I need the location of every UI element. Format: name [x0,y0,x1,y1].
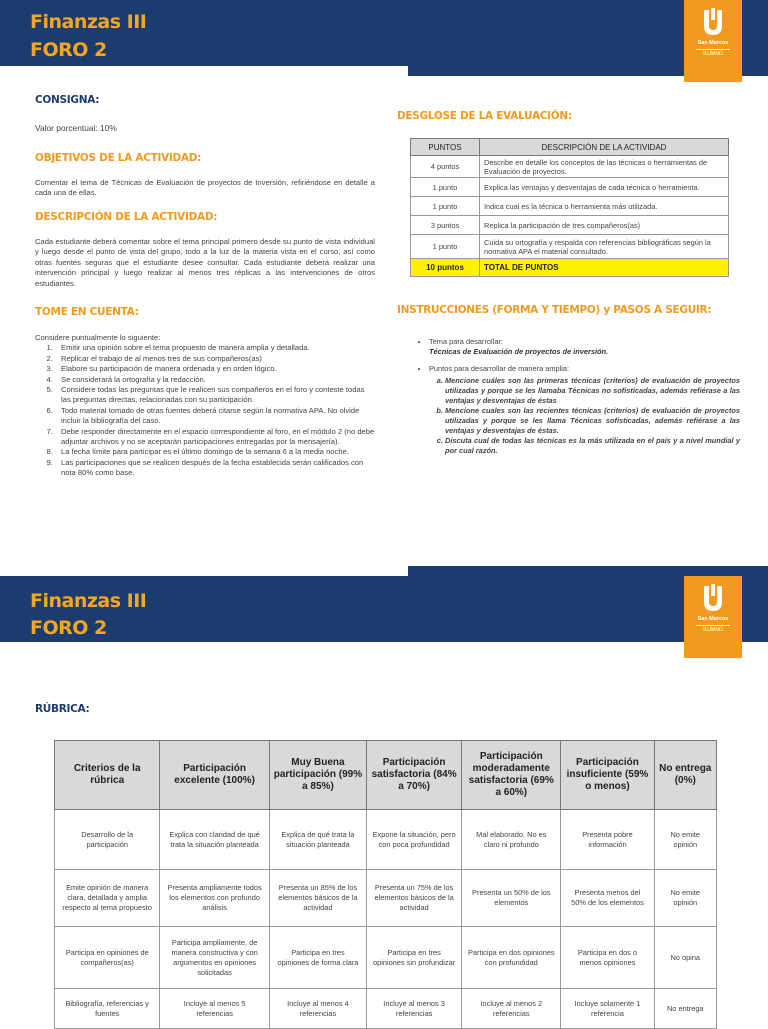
points-cell: 1 punto [411,197,480,216]
descripcion-text: Cada estudiante deberá comentar sobre el tema principal primero desde su punto de vista individual y luego desde el punto de vista del grupo, todo a la luz de la materia vista en el curso, así como otras fuentes seguras que el estudiante desee consultar. Cada estudiante deberá realizar una intervención principal y luego realizar al menos tres réplicas a las intervenciones de otros estudiantes. [35,237,375,288]
tome-intro: Considere puntualmente lo siguiente: [35,333,161,342]
descripcion-heading: DESCRIPCIÓN DE LA ACTIVIDAD: [35,211,218,223]
rubric-cell: Incluye solamente 1 referencia [561,989,654,1029]
logo-sub: ILUMNO [696,49,730,57]
rubrica-heading: RÚBRICA: [35,703,90,715]
rubric-cell: No emite opinión [654,810,716,870]
col-points-header: PUNTOS [411,139,480,156]
san-marcos-emblem-icon [700,8,726,38]
instrucciones-heading: INSTRUCCIONES (FORMA Y TIEMPO) y PASOS A SEGUIR: [397,304,712,316]
rubric-cell: Participa en tres opiniones sin profundizar [367,927,462,989]
list-item: 9. Las participaciones que se realicen después de la fecha establecida serán calificados con nota 80% como base. [55,458,375,479]
points-cell: 1 punto [411,178,480,197]
points-cell: 3 puntos [411,216,480,235]
list-item: 8. La fecha límite para participar es el último domingo de la semana 6 a la media noche. [55,447,375,457]
list-item: 1. Emitir una opinión sobre el tema propuesto de manera amplia y detallada. [55,343,375,353]
total-label-cell: TOTAL DE PUNTOS [480,259,729,277]
rubric-cell: Incluye al menos 5 referencias [160,989,269,1029]
rubric-cell: Incluye al menos 3 referencias [367,989,462,1029]
rubric-cell: Presenta pobre información [561,810,654,870]
total-points-cell: 10 puntos [411,259,480,277]
university-logo [684,576,742,658]
points-cell: 4 puntos [411,156,480,178]
list-item: 5. Considere todas las preguntas que le realicen sus compañeros en el foro y conteste todas las preguntas directas, relacionadas con su participación. [55,385,375,406]
table-row [55,927,717,989]
rubric-table [54,740,717,1029]
table-row [55,870,717,927]
puntos-label: • Puntos para desarrollar de manera amplia: [429,364,570,373]
rubric-cell: Participa en dos o menos opiniones [561,927,654,989]
rubric-cell: Incluye al menos 2 referencias [462,989,561,1029]
objetivos-text: Comentar el tema de Técnicas de Evaluación de proyectos de Inversión, refiriéndose en detalle a cada una de ellas. [35,178,375,198]
rubric-cell: Bibliografía, referencias y fuentes [55,989,160,1029]
list-item [429,337,740,357]
rubric-cell: No opina [654,927,716,989]
header-band-tab [408,566,768,576]
puntos-list [429,376,740,456]
rubric-header-row [55,741,717,810]
list-item: 3. Elabore su participación de manera ordenada y en orden lógico. [55,364,375,374]
logo-name: San Marcos [697,40,729,46]
rubric-cell: Emite opinión de manera clara, detallada y amplia respecto al tema propuesto [55,870,160,927]
rubric-header: Participación excelente (100%) [160,741,269,810]
table-row [55,989,717,1029]
table-row [411,156,729,178]
col-desc-header: DESCRIPCIÓN DE LA ACTIVIDAD [480,139,729,156]
logo-sub: ILUMNO [696,625,730,633]
instrucciones-section [415,337,740,463]
desc-cell: Describe en detalle los conceptos de las técnicas o herramientas de Evaluación de proyectos. [480,156,729,178]
instrucciones-list [415,337,740,456]
list-item: 6. Todo material tomado de otras fuentes deberá citarse según la normativa APA. No olvide incluir la bibliografía del caso. [55,406,375,427]
tema-label: • Tema para desarrollar: [429,337,503,346]
rubric-cell: Participa ampliamente, de manera constructiva y con argumentos en opiniones solicitadas [160,927,269,989]
table-row [55,810,717,870]
logo-name: San Marcos [697,616,729,622]
rubric-cell: Participa en tres opiniones de forma clara [269,927,366,989]
desc-cell: Cuida su ortografía y respalda con referencias bibliográficas según la normativa APA el material consultado. [480,235,729,259]
rubric-cell: Presenta un 85% de los elementos básicos de la actividad [269,870,366,927]
list-item [429,364,740,456]
rubric-cell: Expone la situación, pero con poca profundidad [367,810,462,870]
tome-list [35,343,375,478]
rubric-cell: No entrega [654,989,716,1029]
desc-cell: Explica las ventajas y desventajas de cada técnica o herramienta. [480,178,729,197]
rubric-header: Participación satisfactoria (84% a 70%) [367,741,462,810]
forum-title: FORO 2 [30,617,107,639]
desc-cell: Indica cual es la técnica o herramienta más utilizada. [480,197,729,216]
list-item: c. Discuta cual de todas las técnicas es la más utilizada en el país y a nivel mundial y por cual razón. [445,436,740,456]
evaluation-table [410,138,729,277]
desc-cell: Replica la participación de tres compañeros(as) [480,216,729,235]
points-cell: 1 punto [411,235,480,259]
list-item: 7. Debe responder directamente en el espacio correspondiente al foro, en el módulo 2 (no debe adjuntar archivos y no se aceptarán participaciones entregadas por la mensajería). [55,427,375,448]
rubric-cell: Desarrollo de la participación [55,810,160,870]
rubric-cell: Incluye al menos 4 referencias [269,989,366,1029]
university-logo [684,0,742,82]
objetivos-heading: OBJETIVOS DE LA ACTIVIDAD: [35,152,202,164]
rubric-cell: Presenta ampliamente todos los elementos con profundo análisis [160,870,269,927]
list-item: 2. Replicar el trabajo de al menos tres de sus compañeros(as) [55,354,375,364]
table-row [411,216,729,235]
san-marcos-emblem-icon [700,584,726,614]
list-item: b. Mencione cuales son las recientes técnicas (criterios) de evaluación de proyectos utilizadas y porque se les llama Técnicas sofisticadas, además refiérase a las ventajas y desventajas de éstas. [445,406,740,436]
rubric-cell: Explica con claridad de qué trata la situación planteada [160,810,269,870]
rubric-cell: Mal elaborado. No es claro ni profundo [462,810,561,870]
total-row [411,259,729,277]
course-title: Finanzas III [30,590,147,612]
list-item: 4. Se considerará la ortografía y la redacción. [55,375,375,385]
rubric-cell: Presenta un 75% de los elementos básicos de la actividad [367,870,462,927]
rubric-header: Participación insuficiente (59% o menos) [561,741,654,810]
rubric-cell: Presenta un 50% de los elementos [462,870,561,927]
course-title: Finanzas III [30,11,147,33]
rubric-cell: Participa en opiniones de compañeros(as) [55,927,160,989]
rubric-header: Participación moderadamente satisfactoria (69% a 60%) [462,741,561,810]
rubric-header: No entrega (0%) [654,741,716,810]
list-item: a. Mencione cuáles son las primeras técnicas (criterios) de evaluación de proyectos utilizadas y porque se les llamaba Técnicas no sofisticadas, además refiérase a las ventajas y desventajas de éstas [445,376,740,406]
table-row [411,178,729,197]
rubric-cell: No emite opinión [654,870,716,927]
rubric-header: Criterios de la rúbrica [55,741,160,810]
rubric-header: Muy Buena participación (99% a 85%) [269,741,366,810]
tema-value: Técnicas de Evaluación de proyectos de inversión. [429,347,609,356]
table-row [411,235,729,259]
consigna-value: Valor porcentual: 10% [35,123,117,133]
rubric-cell: Explica de qué trata la situación planteada [269,810,366,870]
table-row [411,197,729,216]
consigna-heading: CONSIGNA: [35,94,100,106]
rubric-cell: Presenta menos del 50% de los elementos [561,870,654,927]
forum-title: FORO 2 [30,39,107,61]
desglose-heading: DESGLOSE DE LA EVALUACIÓN: [397,110,572,122]
tome-section [35,333,375,479]
tome-heading: TOME EN CUENTA: [35,306,139,318]
rubric-cell: Participa en dos opiniones con profundidad [462,927,561,989]
